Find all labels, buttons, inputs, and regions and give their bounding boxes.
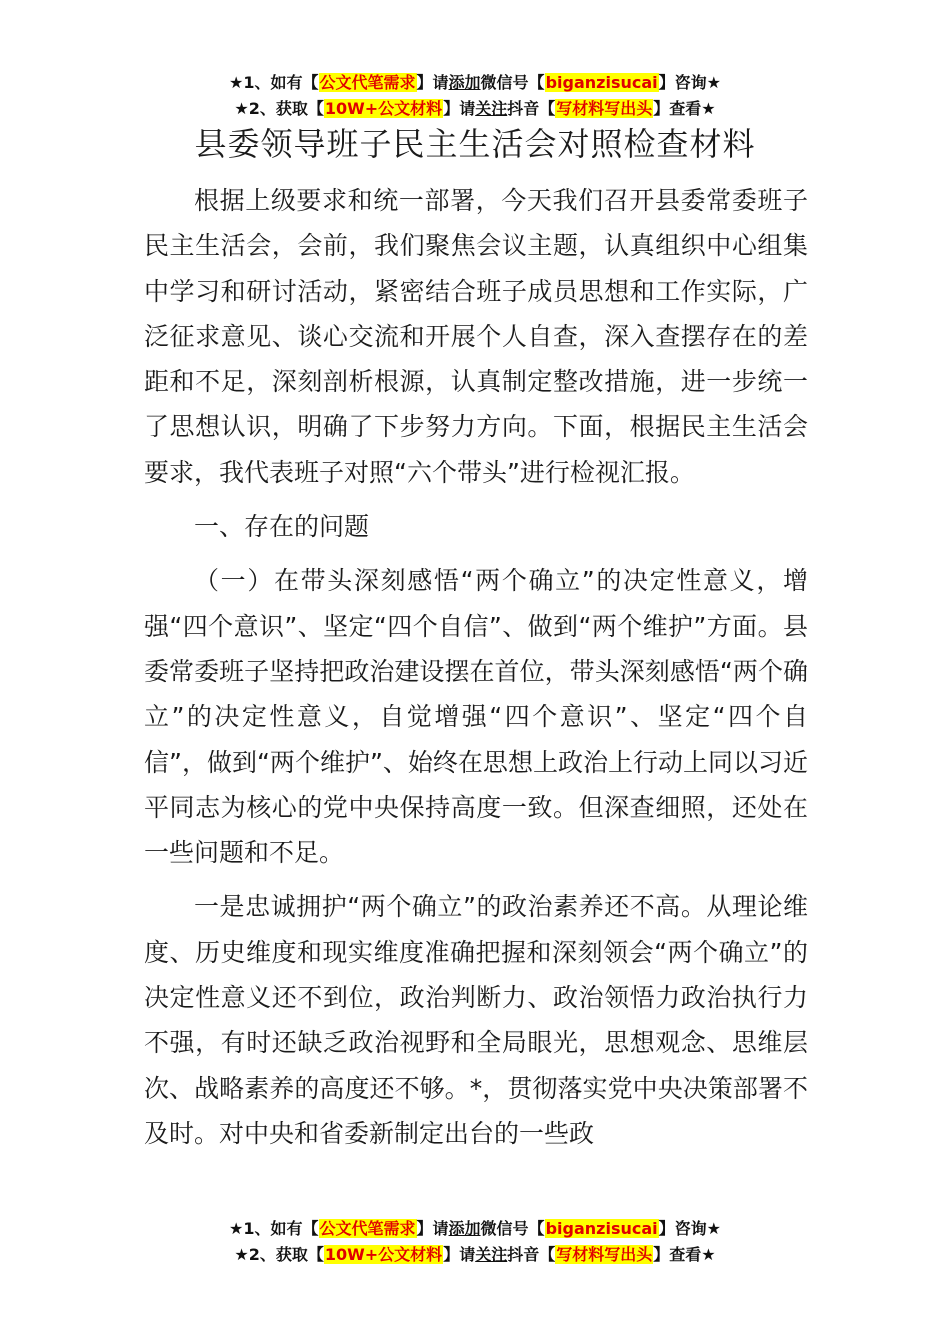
document-title: 县委领导班子民主生活会对照检查材料 <box>194 125 756 163</box>
banner-text: ★1、如有【 <box>229 1219 319 1238</box>
banner-text: 】查看★ <box>653 99 716 118</box>
banner-text: 抖音【 <box>507 99 556 118</box>
banner-text: 】查看★ <box>653 1245 716 1264</box>
banner-text: ★1、如有【 <box>229 73 319 92</box>
banner-highlight: 公文代笔需求 <box>319 1219 416 1238</box>
banner-text: 微信号【 <box>480 1219 545 1238</box>
paragraph-point-1: 一是忠诚拥护“两个确立”的政治素养还不高。从理论维度、历史维度和现实维度准确把握和深刻领会“两个确立”的决定性意义还不到位，政治判断力、政治领悟力政治执行力不强，有时还缺乏政治视野和全局眼光，思想观念、思维层次、战略素养的高度还不够。*，贯彻落实党中央决策部署不及时。对中央和省委新制定出台的一些政 <box>144 892 808 1148</box>
paragraph-subsection-1: （一）在带头深刻感悟“两个确立”的决定性意义，增强“四个意识”、坚定“四个自信”、做到“两个维护”方面。县委常委班子坚持把政治建设摆在首位，带头深刻感悟“两个确立”的决定性意义，自觉增强“四个意识”、坚定“四个自信”，做到“两个维护”、始终在思想上政治上行动上同以习近平同志为核心的党中央保持高度一致。但深查细照，还处在一些问题和不足。 <box>144 566 808 868</box>
banner-text: 】请 <box>416 73 449 92</box>
banner-underlined-text: 添加 <box>448 1219 481 1238</box>
banner-underlined-text: 添加 <box>448 73 481 92</box>
banner-highlight: 写材料写出头 <box>556 99 653 118</box>
banner-highlight: biganzisucai <box>545 1219 658 1238</box>
banner-text: ★2、获取【 <box>234 99 324 118</box>
top-banner <box>0 70 950 122</box>
banner-highlight: biganzisucai <box>545 73 658 92</box>
banner-text: 】请 <box>443 1245 476 1264</box>
document-body <box>144 178 808 1156</box>
banner-highlight: 10W+公文材料 <box>324 99 443 118</box>
banner-text: ★2、获取【 <box>234 1245 324 1264</box>
banner-line-1 <box>0 1216 950 1242</box>
banner-line-1 <box>0 70 950 96</box>
banner-underlined-text: 关注 <box>475 1245 508 1264</box>
banner-line-2 <box>0 96 950 122</box>
banner-text: 微信号【 <box>480 73 545 92</box>
banner-text: 】咨询★ <box>658 73 721 92</box>
banner-line-2 <box>0 1242 950 1268</box>
banner-highlight: 公文代笔需求 <box>319 73 416 92</box>
paragraph-intro: 根据上级要求和统一部署，今天我们召开县委常委班子民主生活会，会前，我们聚焦会议主题，认真组织中心组集中学习和研讨活动，紧密结合班子成员思想和工作实际，广泛征求意见、谈心交流和开展个人自查，深入查摆存在的差距和不足，深刻剖析根源，认真制定整改措施，进一步统一了思想认识，明确了下步努力方向。下面，根据民主生活会要求，我代表班子对照“六个带头”进行检视汇报。 <box>144 186 808 487</box>
section-heading: 一、存在的问题 <box>194 512 370 542</box>
banner-highlight: 写材料写出头 <box>556 1245 653 1264</box>
banner-text: 】咨询★ <box>658 1219 721 1238</box>
banner-highlight: 10W+公文材料 <box>324 1245 443 1264</box>
banner-underlined-text: 关注 <box>475 99 508 118</box>
banner-text: 】请 <box>416 1219 449 1238</box>
banner-text: 抖音【 <box>507 1245 556 1264</box>
bottom-banner <box>0 1216 950 1268</box>
banner-text: 】请 <box>443 99 476 118</box>
